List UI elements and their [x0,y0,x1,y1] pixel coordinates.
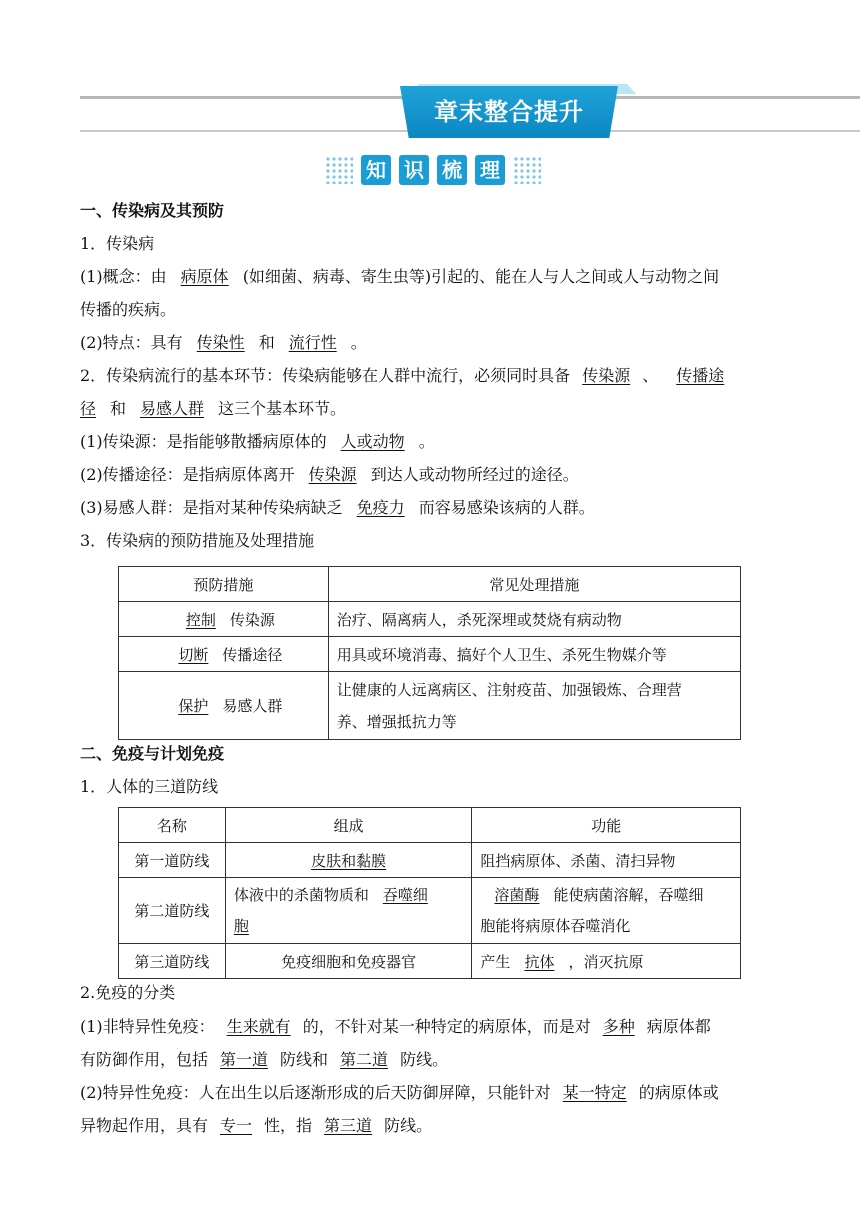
paragraph [80,458,780,491]
blank-answer: 保护 [178,697,209,715]
table-cell [328,672,740,740]
blank-answer: 传染源 [582,366,631,385]
text: 防线和 [280,1050,329,1069]
section-heading: 二、免疫与计划免疫 [80,744,225,763]
paragraph [80,491,780,524]
table-cell: 第二道防线 [119,878,226,944]
table-header-row [119,567,741,602]
paragraph [80,392,780,425]
paragraph: 1．人体的三道防线 [80,777,219,796]
table-cell [472,878,741,944]
blank-answer: 传播途 [676,366,725,385]
table-cell: 第一道防线 [119,843,226,878]
blank-answer: 胞 [233,916,249,935]
blank-answer: 控制 [185,610,216,629]
blank-answer: 易感人群 [140,399,205,418]
blank-answer: 传染源 [308,465,357,484]
text: 产生 [480,952,511,971]
badge-char: 梳 [437,155,467,185]
dot-pattern-right-icon [513,156,541,184]
paragraph: 2.免疫的分类 [80,983,176,1002]
badge-char: 理 [475,155,505,185]
section-badge [325,152,541,188]
text: 性，指 [264,1116,313,1135]
text: 传播途径 [222,645,283,664]
blank-answer: 第三道 [324,1116,373,1135]
paragraph [80,425,780,458]
table-row [119,672,741,740]
blank-answer: 传染性 [196,333,245,352]
text: 防线。 [384,1116,433,1135]
table-row [119,602,741,637]
table-header: 功能 [472,808,741,843]
text: (1)传染源：是指能够散播病原体的 [80,432,327,451]
text: 有防御作用，包括 [80,1050,209,1069]
text: 这三个基本环节。 [218,399,347,418]
text: ，消灭抗原 [568,952,644,971]
text: (2)传播途径：是指病原体离开 [80,465,295,484]
blank-answer: 专一 [220,1116,253,1135]
table-row [119,843,741,878]
chapter-banner [80,84,860,140]
text: 易感人群 [222,697,283,715]
badge-char: 知 [361,155,391,185]
text: 胞能将病原体吞噬消化 [480,916,631,935]
paragraph: 1．传染病 [80,234,155,253]
table-cell: 第三道防线 [119,944,226,979]
paragraph [80,1109,780,1142]
text: 防线。 [400,1050,449,1069]
text: (1)概念：由 [80,267,167,286]
table-header: 组成 [225,808,472,843]
blank-answer: 病原体 [180,267,229,286]
text: (1)非特异性免疫： [80,1017,215,1036]
prevention-table [118,566,741,740]
blank-answer: 抗体 [524,952,555,971]
section-heading: 一、传染病及其预防 [80,201,225,220]
text: (2)特异性免疫：人在出生以后逐渐形成的后天防御屏障，只能针对 [80,1083,551,1102]
blank-answer: 切断 [178,645,209,664]
table-cell [119,602,329,637]
table-cell: 阻挡病原体、杀菌、清扫异物 [472,843,741,878]
table-cell [119,672,329,740]
dot-pattern-left-icon [325,156,353,184]
table-header-row [119,808,741,843]
text: 养、增强抵抗力等 [336,712,457,731]
text: 而容易感染该病的人群。 [418,498,595,517]
table-row [119,944,741,979]
table-header: 预防措施 [119,567,329,602]
text: 的，不针对某一种特定的病原体，而是对 [302,1017,591,1036]
blank-answer: 皮肤和黏膜 [311,851,387,870]
table-header: 常见处理措施 [328,567,740,602]
text: (2)特点：具有 [80,333,183,352]
blank-answer: 多种 [602,1017,635,1036]
text: (3)易感人群：是指对某种传染病缺乏 [80,498,343,517]
text: 、 [642,366,659,385]
text: 让健康的人远离病区、注射疫苗、加强锻炼、合理营 [336,680,682,699]
table-cell [472,944,741,979]
text: 到达人或动物所经过的途径。 [370,465,579,484]
table-cell [225,878,472,944]
blank-answer: 人或动物 [340,432,405,451]
table-cell [119,637,329,672]
paragraph: 3．传染病的预防措施及处理措施 [80,531,315,550]
table-cell: 用具或环境消毒、搞好个人卫生、杀死生物媒介等 [328,637,740,672]
text: 传染源 [229,610,275,629]
table-cell [225,843,472,878]
paragraph: 传播的疾病。 [80,300,177,319]
blank-answer: 生来就有 [226,1017,291,1036]
text: 体液中的杀菌物质和 [233,885,369,904]
defense-lines-table [118,807,741,979]
text: (如细菌、病毒、寄生虫等)引起的、能在人与人之间或人与动物之间 [242,267,720,286]
blank-answer: 第二道 [340,1050,389,1069]
table-cell: 免疫细胞和免疫器官 [225,944,472,979]
text: 和 [110,399,127,418]
paragraph [80,1043,780,1076]
blank-answer: 免疫力 [356,498,405,517]
table-row [119,637,741,672]
text: 异物起作用，具有 [80,1116,209,1135]
banner-title: 章末整合提升 [434,98,584,126]
blank-answer: 径 [80,399,97,418]
table-row [119,878,741,944]
text: 病原体都 [646,1017,711,1036]
text: 。 [418,432,435,451]
paragraph [80,326,780,359]
paragraph [80,1010,780,1043]
text: 2．传染病流行的基本环节：传染病能够在人群中流行，必须同时具备 [80,366,571,385]
text: 的病原体或 [638,1083,719,1102]
text: 。 [350,333,367,352]
paragraph [80,359,780,392]
paragraph [80,1076,780,1109]
table-header: 名称 [119,808,226,843]
blank-answer: 溶菌酶 [494,885,540,904]
blank-answer: 第一道 [220,1050,269,1069]
text: 和 [258,333,275,352]
badge-char: 识 [399,155,429,185]
blank-answer: 吞噬细 [382,885,428,904]
text: 能使病菌溶解，吞噬细 [553,885,704,904]
blank-answer: 某一特定 [562,1083,627,1102]
paragraph [80,260,780,293]
blank-answer: 流行性 [288,333,337,352]
table-cell: 治疗、隔离病人，杀死深埋或焚烧有病动物 [328,602,740,637]
